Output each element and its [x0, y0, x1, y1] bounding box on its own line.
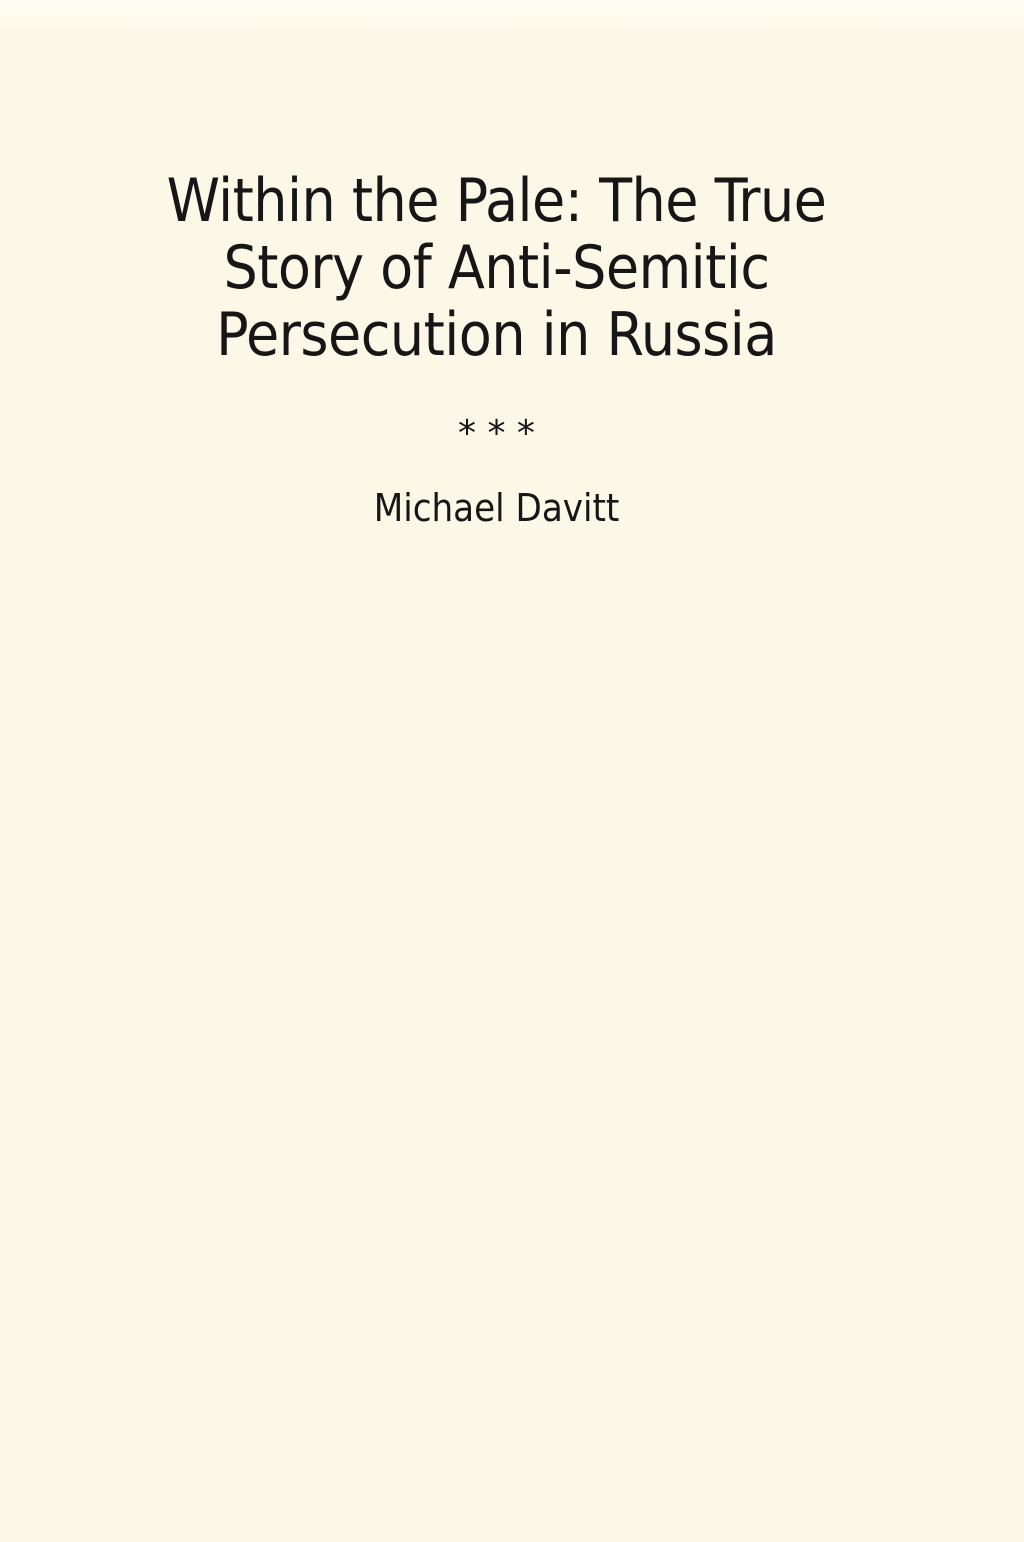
book-title-line: Story of Anti-Semitic [223, 233, 770, 303]
title-separator: * * * [458, 413, 535, 454]
book-cover-page [0, 0, 993, 531]
author-name: Michael Davitt [373, 486, 620, 530]
book-title-line: Persecution in Russia [216, 300, 777, 370]
book-title-line: Within the Pale: The True [166, 166, 827, 236]
book-title [0, 0, 993, 369]
